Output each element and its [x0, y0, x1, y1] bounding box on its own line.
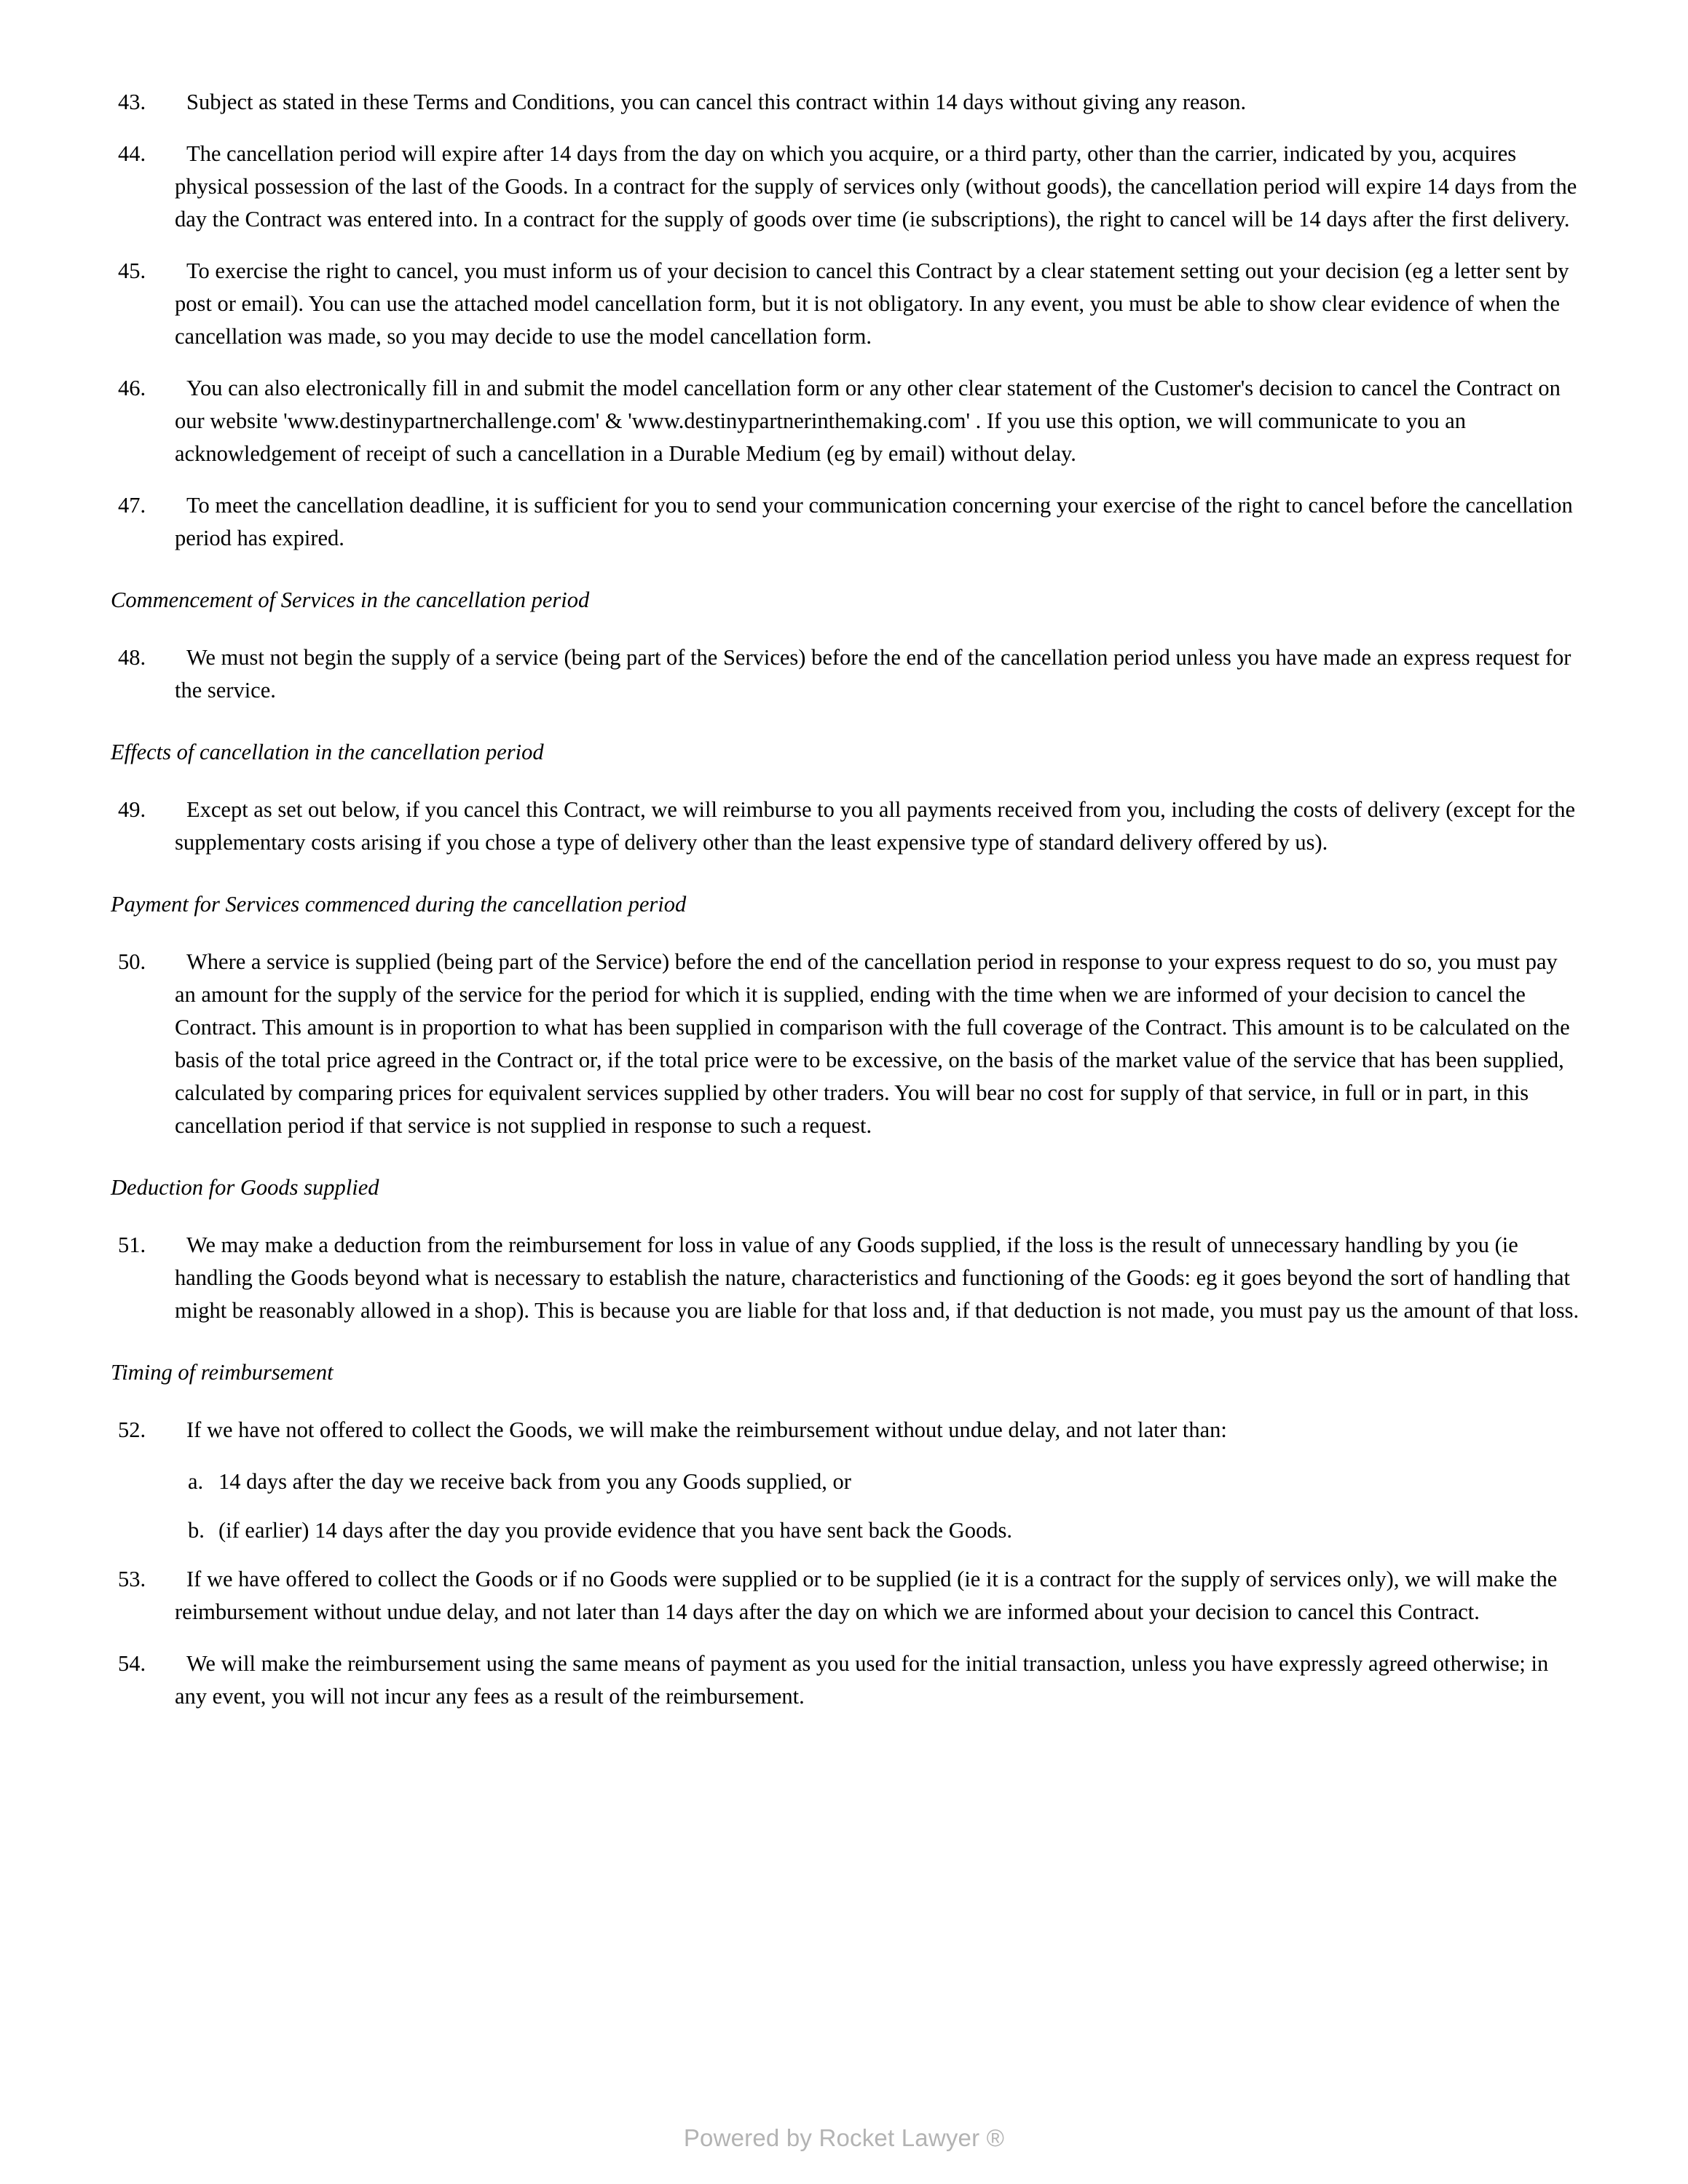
clause-text: We may make a deduction from the reimbursement for loss in value of any Goods supplied, if the loss is the result of unnecessary handling by you (ie handling the Goods beyond what is necessary to establish the nature, characteristics and functioning of the Goods: eg it goes beyond the sort of handling that might be reasonably allowed in a shop). This is because you are liable for that loss and, if that deduction is not made, you must pay us the amount of that loss. — [175, 1233, 1579, 1323]
clause-48 — [109, 641, 1580, 707]
clause-54 — [109, 1647, 1580, 1713]
document-body — [109, 86, 1580, 1713]
clause-number: 47. — [118, 493, 146, 518]
subclause-letter: a. — [188, 1469, 204, 1494]
clause-text: We will make the reimbursement using the same means of payment as you used for the initial transaction, unless you have expressly agreed otherwise; in any event, you will not incur any fees as a result of the reimbursement. — [175, 1651, 1549, 1709]
clause-number: 46. — [118, 376, 146, 400]
clause-text: To exercise the right to cancel, you must inform us of your decision to cancel this Contract by a clear statement setting out your decision (eg a letter sent by post or email). You can use the attached model cancellation form, but it is not obligatory. In any event, you must be able to show clear evidence of when the cancellation was made, so you may decide to use the model cancellation form. — [175, 258, 1569, 349]
clause-number: 44. — [118, 141, 146, 166]
clause-text: To meet the cancellation deadline, it is sufficient for you to send your communication concerning your exercise of the right to cancel before the cancellation period has expired. — [175, 493, 1573, 550]
clause-44 — [109, 138, 1580, 236]
clause-text: If we have not offered to collect the Goods, we will make the reimbursement without undue delay, and not later than: — [186, 1417, 1227, 1442]
clause-text: Subject as stated in these Terms and Conditions, you can cancel this contract within 14 days without giving any reason. — [186, 90, 1247, 114]
clause-text: We must not begin the supply of a service (being part of the Services) before the end of the cancellation period unless you have made an express request for the service. — [175, 645, 1571, 703]
page-footer-branding: Powered by Rocket Lawyer ® — [683, 2124, 1005, 2151]
clause-45 — [109, 255, 1580, 353]
clause-number: 48. — [118, 645, 146, 670]
clause-number: 45. — [118, 258, 146, 283]
clause-text: Except as set out below, if you cancel this Contract, we will reimburse to you all payments received from you, including the costs of delivery (except for the supplementary costs arising if you chose a type of delivery other than the least expensive type of standard delivery offered by us). — [175, 797, 1576, 855]
clause-50 — [109, 946, 1580, 1142]
subclause-letter: b. — [188, 1518, 205, 1543]
clause-51 — [109, 1229, 1580, 1327]
clause-46 — [109, 372, 1580, 470]
clause-text: If we have offered to collect the Goods or if no Goods were supplied or to be supplied (ie it is a contract for the supply of services only), we will make the reimbursement without undue delay, and not later than 14 days after the day on which we are informed about your decision to cancel this Contract. — [175, 1567, 1558, 1624]
section-heading-timing-of-reimbursement: Timing of reimbursement — [111, 1360, 334, 1385]
clause-43 — [109, 86, 1580, 119]
clause-text: The cancellation period will expire after 14 days from the day on which you acquire, or a third party, other than the carrier, indicated by you, acquires physical possession of the last of the Goods. In a contract for the supply of services only (without goods), the cancellation period will expire 14 days from the day the Contract was entered into. In a contract for the supply of goods over time (ie subscriptions), the right to cancel will be 14 days after the first delivery. — [175, 141, 1577, 232]
clause-52 — [109, 1414, 1580, 1447]
clause-number: 54. — [118, 1651, 146, 1676]
clause-text: You can also electronically fill in and submit the model cancellation form or any other clear statement of the Customer's decision to cancel the Contract on our website 'www.destinypartnerchallenge.com' & 'www.destinypartnerinthemaking.com' . If you use this option, we will communicate to you an acknowledgement of receipt of such a cancellation in a Durable Medium (eg by email) without delay. — [175, 376, 1561, 466]
clause-49 — [109, 794, 1580, 859]
clause-text: Where a service is supplied (being part of the Service) before the end of the cancellation period in response to your express request to do so, you must pay an amount for the supply of the service for the period for which it is supplied, ending with the time when we are informed of your decision to cancel the Contract. This amount is in proportion to what has been supplied in comparison with the full coverage of the Contract. This amount is to be calculated on the basis of the total price agreed in the Contract or, if the total price were to be excessive, on the basis of the market value of the service that has been supplied, calculated by comparing prices for equivalent services supplied by other traders. You will bear no cost for supply of that service, in full or in part, in this cancellation period if that service is not supplied in response to such a request. — [175, 949, 1570, 1138]
subclause-52-b — [109, 1514, 1580, 1547]
clause-53 — [109, 1563, 1580, 1629]
subclause-52-a — [109, 1465, 1580, 1498]
section-heading-deduction-for-goods: Deduction for Goods supplied — [111, 1175, 379, 1200]
section-heading-payment-for-services: Payment for Services commenced during the cancellation period — [111, 892, 687, 917]
clause-number: 51. — [118, 1233, 146, 1257]
section-heading-commencement-of-services: Commencement of Services in the cancellation period — [111, 587, 590, 612]
subclause-text: 14 days after the day we receive back from you any Goods supplied, or — [218, 1469, 851, 1494]
clause-47 — [109, 489, 1580, 555]
section-heading-effects-of-cancellation: Effects of cancellation in the cancellation period — [111, 740, 544, 764]
clause-number: 53. — [118, 1567, 146, 1591]
clause-number: 50. — [118, 949, 146, 974]
clause-number: 52. — [118, 1417, 146, 1442]
clause-number: 43. — [118, 90, 146, 114]
subclause-text: (if earlier) 14 days after the day you provide evidence that you have sent back the Goods. — [218, 1518, 1012, 1543]
clause-number: 49. — [118, 797, 146, 822]
